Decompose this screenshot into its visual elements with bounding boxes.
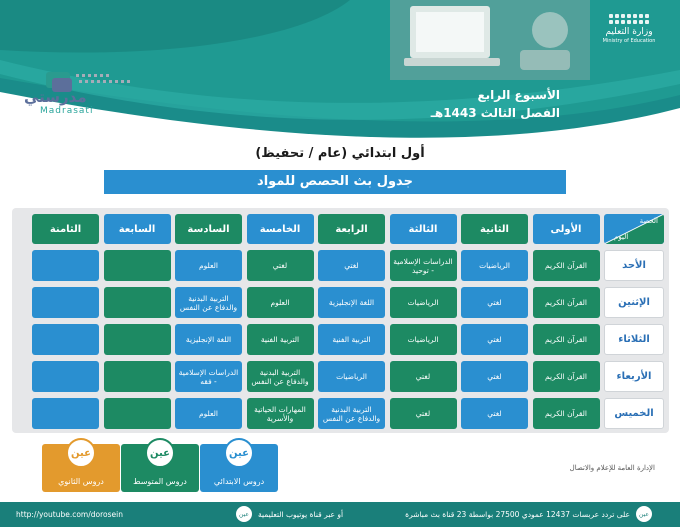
channel-label: دروس الثانوي [58,477,104,486]
schedule-cell[interactable]: لغتي [390,361,457,392]
day-label: الثلاثاء [604,324,664,355]
schedule-cell[interactable]: القرآن الكريم [533,398,600,429]
schedule-cell[interactable]: الدراسات الإسلامية - فقه [175,361,242,392]
laptop-photo [390,0,590,80]
schedule-cell[interactable]: التربية البدنية والدفاع عن النفس [318,398,385,429]
youtube-note: أو عبر قناة يوتيوب التعليمية [258,510,344,519]
ministry-logo [594,14,664,45]
corner-period-label: الحصة [639,217,658,225]
schedule-cell[interactable] [32,287,99,318]
schedule-cell[interactable]: التربية الفنية [318,324,385,355]
schedule-cell[interactable]: الرياضيات [318,361,385,392]
period-header: الرابعة [318,214,385,244]
schedule-cell[interactable] [32,361,99,392]
schedule-cell[interactable]: القرآن الكريم [533,287,600,318]
schedule-cell[interactable]: لغتي [461,361,528,392]
schedule-cell[interactable]: اللغة الإنجليزية [175,324,242,355]
ain-icon: عين [236,506,252,522]
channel-label: دروس المتوسط [133,477,187,486]
day-label: الخميس [604,398,664,429]
schedule-cell[interactable]: لغتي [461,287,528,318]
channel-label: دروس الابتدائي [213,477,265,486]
schedule-cell[interactable]: لغتي [318,250,385,281]
channel-button[interactable] [200,444,278,492]
ministry-name-en: Ministry of Education [602,38,656,44]
ministry-name-ar: وزارة التعليم [605,27,653,37]
grade-subtitle: أول ابتدائي (عام / تحفيظ) [255,146,425,161]
ministry-logo-mark [607,14,651,24]
day-label: الأحد [604,250,664,281]
header-banner [0,0,680,140]
schedule-cell[interactable] [32,398,99,429]
schedule-cell[interactable]: التربية البدنية والدفاع عن النفس [247,361,314,392]
corner-header [604,214,664,244]
period-header: السادسة [175,214,242,244]
schedule-cell[interactable]: الرياضيات [390,287,457,318]
schedule-cell[interactable]: القرآن الكريم [533,250,600,281]
schedule-cell[interactable]: العلوم [175,250,242,281]
ain-logo-icon: عين [145,438,175,468]
schedule-cell[interactable]: الدراسات الإسلامية - توحيد [390,250,457,281]
schedule-cell[interactable]: التربية الفنية [247,324,314,355]
channel-button[interactable] [42,444,120,492]
schedule-cell[interactable]: العلوم [175,398,242,429]
ain-icon: عين [636,506,652,522]
schedule-cell[interactable]: لغتي [390,398,457,429]
schedule-cell[interactable] [104,398,171,429]
schedule-cell[interactable]: العلوم [247,287,314,318]
admin-logo: الإدارة العامة للإعلام والاتصال [569,464,655,472]
schedule-cell[interactable] [32,250,99,281]
period-header: الثامنة [32,214,99,244]
schedule-cell[interactable]: اللغة الإنجليزية [318,287,385,318]
ain-logo-icon: عين [66,438,96,468]
term-label: الفصل الثالث 1443هـ [430,106,560,120]
schedule-title: جدول بث الحصص للمواد [104,170,566,194]
period-header: الثانية [461,214,528,244]
schedule-cell[interactable]: الرياضيات [390,324,457,355]
channel-button[interactable] [121,444,199,492]
schedule-cell[interactable] [104,324,171,355]
schedule-cell[interactable]: القرآن الكريم [533,361,600,392]
ain-logo-icon: عين [224,438,254,468]
schedule-cell[interactable]: لغتي [461,398,528,429]
schedule-cell[interactable]: الرياضيات [461,250,528,281]
week-term-label [420,86,560,122]
period-header: السابعة [104,214,171,244]
satellite-info: على تردد عربسات 12437 عمودي 27500 بواسطة 23 قناة بث مباشرة [405,510,630,519]
week-label: الأسبوع الرابع [477,88,560,102]
schedule-cell[interactable] [104,250,171,281]
footer-bar [0,502,680,527]
period-header: الخامسة [247,214,314,244]
brand-name-en: Madrasati [40,106,94,116]
day-label: الأربعاء [604,361,664,392]
schedule-cell[interactable]: لغتي [247,250,314,281]
period-header: الثالثة [390,214,457,244]
schedule-cell[interactable]: التربية البدنية والدفاع عن النفس [175,287,242,318]
schedule-grid [12,208,669,433]
schedule-cell[interactable]: لغتي [461,324,528,355]
youtube-link[interactable]: http://youtube.com/dorosein [16,510,123,519]
schedule-cell[interactable]: المهارات الحياتية والأسرية [247,398,314,429]
schedule-cell[interactable] [104,287,171,318]
schedule-cell[interactable]: القرآن الكريم [533,324,600,355]
brand-name-ar: مدرستي [24,88,87,106]
day-label: الإثنين [604,287,664,318]
schedule-cell[interactable] [104,361,171,392]
period-header: الأولى [533,214,600,244]
schedule-cell[interactable] [32,324,99,355]
corner-day-label: اليوم [614,233,629,241]
